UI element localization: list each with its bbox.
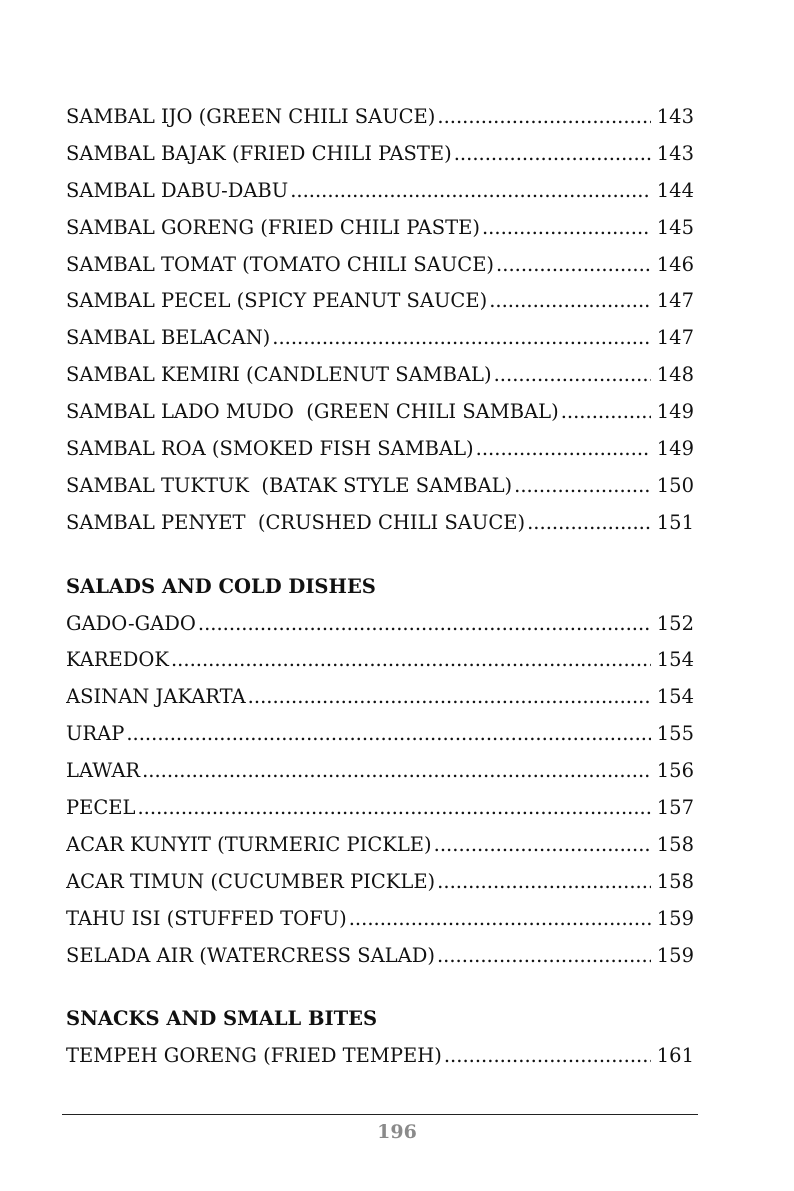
dot-leader bbox=[437, 944, 651, 967]
toc-entry-title: GADO-GADO bbox=[66, 611, 196, 635]
toc-entry[interactable] bbox=[66, 216, 694, 253]
toc-group-salads bbox=[66, 575, 694, 981]
dot-leader bbox=[476, 437, 651, 460]
toc-entry[interactable] bbox=[66, 289, 694, 326]
toc-entry[interactable] bbox=[66, 400, 694, 437]
section-spacer bbox=[66, 548, 694, 575]
toc-entry-page: 151 bbox=[656, 510, 694, 534]
toc-entry-title: LAWAR bbox=[66, 759, 141, 783]
toc-entry-title: TEMPEH GORENG (FRIED TEMPEH) bbox=[66, 1044, 442, 1068]
toc-entry-page: 158 bbox=[656, 869, 694, 893]
dot-leader bbox=[349, 907, 651, 930]
dot-leader bbox=[142, 759, 651, 782]
toc-entry[interactable] bbox=[66, 1044, 694, 1081]
dot-leader bbox=[437, 870, 651, 893]
toc-entry-page: 161 bbox=[656, 1044, 694, 1068]
dot-leader bbox=[454, 142, 651, 165]
toc-entry[interactable] bbox=[66, 253, 694, 290]
toc-entry-title: SAMBAL LADO MUDO (GREEN CHILI SAMBAL) bbox=[66, 400, 559, 424]
section-spacer bbox=[66, 980, 694, 1007]
dot-leader bbox=[494, 363, 651, 386]
toc-entry-page: 143 bbox=[656, 105, 694, 128]
toc-entry-title: SAMBAL DABU-DABU bbox=[66, 178, 289, 202]
dot-leader bbox=[290, 179, 651, 202]
dot-leader bbox=[437, 105, 650, 128]
toc-entry-page: 149 bbox=[656, 437, 694, 461]
toc-entry[interactable] bbox=[66, 179, 694, 216]
toc-entry-title: KAREDOK bbox=[66, 648, 169, 672]
toc-entry-page: 154 bbox=[656, 685, 694, 709]
table-of-contents bbox=[66, 105, 694, 1081]
toc-entry-page: 159 bbox=[656, 943, 694, 967]
dot-leader bbox=[248, 685, 651, 708]
toc-entry-title: SAMBAL PENYET (CRUSHED CHILI SAUCE) bbox=[66, 510, 526, 534]
toc-entry-page: 158 bbox=[656, 832, 694, 856]
toc-entry-title: URAP bbox=[66, 722, 125, 746]
toc-entry-title: SAMBAL PECEL (SPICY PEANUT SAUCE) bbox=[66, 289, 488, 313]
toc-entry-title: SAMBAL BAJAK (FRIED CHILI PASTE) bbox=[66, 141, 452, 165]
toc-entry-page: 145 bbox=[656, 215, 694, 239]
toc-entry-title: SELADA AIR (WATERCRESS SALAD) bbox=[66, 943, 435, 967]
toc-entry[interactable] bbox=[66, 796, 694, 833]
toc-entry-page: 156 bbox=[656, 759, 694, 783]
toc-entry-page: 155 bbox=[656, 722, 694, 746]
toc-entry-title: SAMBAL ROA (SMOKED FISH SAMBAL) bbox=[66, 437, 474, 461]
toc-entry-page: 152 bbox=[656, 611, 694, 635]
toc-entry-title: ACAR TIMUN (CUCUMBER PICKLE) bbox=[66, 869, 436, 893]
footer-divider bbox=[62, 1114, 698, 1115]
dot-leader bbox=[527, 511, 651, 534]
dot-leader bbox=[198, 612, 651, 635]
toc-entry-page: 159 bbox=[656, 906, 694, 930]
toc-entry[interactable] bbox=[66, 612, 694, 649]
toc-entry-title: ASINAN JAKARTA bbox=[66, 685, 246, 709]
toc-entry-page: 154 bbox=[656, 648, 694, 672]
dot-leader bbox=[126, 722, 650, 745]
toc-entry-page: 147 bbox=[656, 289, 694, 313]
toc-entry[interactable] bbox=[66, 722, 694, 759]
toc-entry-page: 144 bbox=[656, 178, 694, 202]
section-heading: SALADS AND COLD DISHES bbox=[66, 574, 376, 598]
toc-entry-title: ACAR KUNYIT (TURMERIC PICKLE) bbox=[66, 832, 432, 856]
dot-leader bbox=[434, 833, 651, 856]
toc-entry-page: 157 bbox=[656, 796, 694, 820]
toc-entry-page: 149 bbox=[656, 400, 694, 424]
toc-group-snacks bbox=[66, 1007, 694, 1081]
dot-leader bbox=[514, 474, 651, 497]
toc-entry[interactable] bbox=[66, 944, 694, 981]
toc-entry[interactable] bbox=[66, 474, 694, 511]
toc-entry[interactable] bbox=[66, 142, 694, 179]
toc-entry-page: 146 bbox=[656, 252, 694, 276]
toc-entry[interactable] bbox=[66, 437, 694, 474]
toc-entry[interactable] bbox=[66, 685, 694, 722]
toc-entry[interactable] bbox=[66, 105, 694, 142]
page-number: 196 bbox=[377, 1121, 417, 1143]
toc-entry[interactable] bbox=[66, 759, 694, 796]
toc-entry-page: 148 bbox=[656, 363, 694, 387]
dot-leader bbox=[489, 289, 651, 312]
toc-entry-title: TAHU ISI (STUFFED TOFU) bbox=[66, 906, 347, 930]
toc-entry[interactable] bbox=[66, 363, 694, 400]
toc-entry[interactable] bbox=[66, 833, 694, 870]
toc-entry-title: SAMBAL TOMAT (TOMATO CHILI SAUCE) bbox=[66, 252, 495, 276]
toc-entry[interactable] bbox=[66, 326, 694, 363]
toc-group-sambal bbox=[66, 105, 694, 548]
dot-leader bbox=[444, 1044, 651, 1067]
dot-leader bbox=[482, 216, 651, 239]
dot-leader bbox=[171, 648, 651, 671]
toc-entry-page: 147 bbox=[656, 326, 694, 350]
toc-entry-title: PECEL bbox=[66, 796, 136, 820]
toc-entry-page: 150 bbox=[656, 473, 694, 497]
toc-entry[interactable] bbox=[66, 648, 694, 685]
toc-entry[interactable] bbox=[66, 907, 694, 944]
toc-entry-title: SAMBAL GORENG (FRIED CHILI PASTE) bbox=[66, 215, 480, 239]
toc-entry[interactable] bbox=[66, 511, 694, 548]
toc-entry-title: SAMBAL KEMIRI (CANDLENUT SAMBAL) bbox=[66, 363, 492, 387]
toc-entry-title: SAMBAL TUKTUK (BATAK STYLE SAMBAL) bbox=[66, 473, 513, 497]
dot-leader bbox=[272, 326, 651, 349]
toc-entry-title: SAMBAL BELACAN) bbox=[66, 326, 271, 350]
section-heading: SNACKS AND SMALL BITES bbox=[66, 1007, 378, 1031]
dot-leader bbox=[496, 253, 651, 276]
toc-entry[interactable] bbox=[66, 870, 694, 907]
dot-leader bbox=[137, 796, 650, 819]
dot-leader bbox=[561, 400, 651, 423]
toc-entry-title: SAMBAL IJO (GREEN CHILI SAUCE) bbox=[66, 105, 436, 128]
toc-entry-page: 143 bbox=[656, 141, 694, 165]
